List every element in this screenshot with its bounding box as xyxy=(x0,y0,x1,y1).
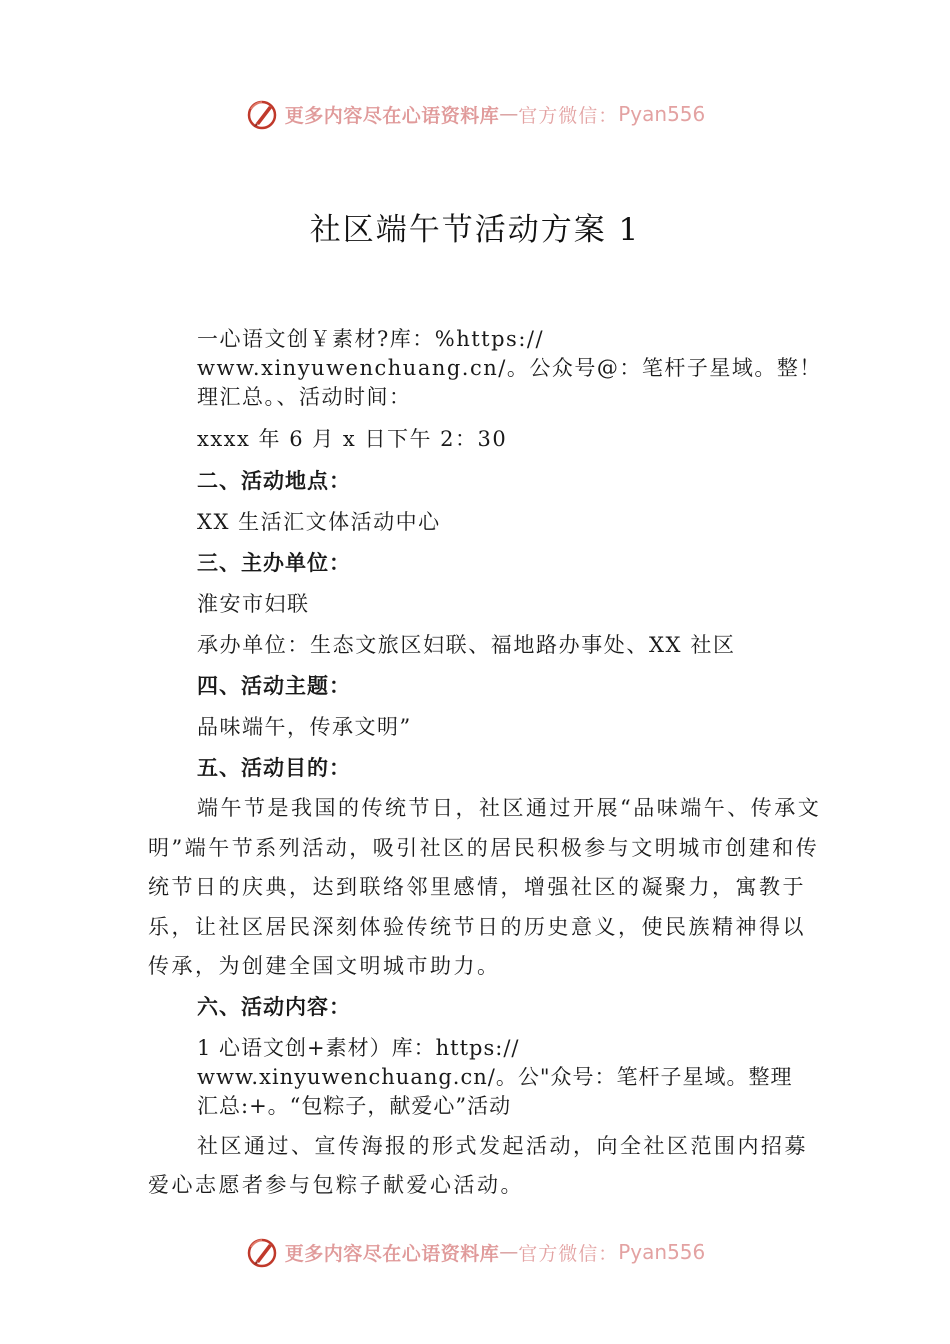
host-value: 淮安市妇联 xyxy=(197,592,310,616)
banner-main-text: 更多内容尽在心语资料库 xyxy=(284,1242,500,1265)
header-banner xyxy=(0,94,950,134)
purpose-paragraph: 端午节是我国的传统节日，社区通过开展“品味端午、传承文明”端午节系列活动，吸引社区的居民积极参与文明城市创建和传统节日的庆典，达到联络邻里感情，增强社区的凝聚力，寓教于乐，让社区居民深刻体验传统节日的历史意义，使民族精神得以传承，为创建全国文明城市助力。 xyxy=(148,796,822,978)
activity-time-value: xxxx 年 6 月 x 日下午 2：30 xyxy=(197,427,508,451)
cohost-line: 承办单位：生态文旅区妇联、福地路办事处、XX 社区 xyxy=(197,633,736,657)
location-value: XX 生活汇文体活动中心 xyxy=(197,510,441,534)
banner-wechat-label: 官方微信： xyxy=(518,104,619,127)
section-heading-host: 三、主办单位： xyxy=(197,551,351,575)
theme-value: 品味端午，传承文明” xyxy=(197,715,412,739)
banner-separator: — xyxy=(499,103,519,125)
document-title: 社区端午节活动方案 1 xyxy=(309,212,641,248)
section-heading-purpose: 五、活动目的： xyxy=(197,756,351,780)
banner-wechat-label: 官方微信： xyxy=(518,1242,619,1265)
pen-logo-icon xyxy=(245,97,279,131)
pen-logo-icon xyxy=(245,1235,279,1269)
section-heading-content: 六、活动内容： xyxy=(197,994,351,1019)
banner-wechat-id: Pyan556 xyxy=(618,1240,706,1264)
banner-main-text: 更多内容尽在心语资料库 xyxy=(284,104,500,127)
document-body xyxy=(148,325,828,1206)
content-line-2: www.xinyuwenchuang.cn/。公"众号：笔杆子星域。整理 xyxy=(197,1064,793,1089)
section-heading-theme: 四、活动主题： xyxy=(197,674,351,698)
intro-line-2: www.xinyuwenchuang.cn/。公众号@：笔杆子星域。整！ xyxy=(197,356,822,380)
footer-banner xyxy=(0,1232,950,1272)
content-line-1: 1 心语文创+素材）库：https:// xyxy=(197,1035,520,1060)
banner-wechat-id: Pyan556 xyxy=(618,102,706,126)
content-line-3: 汇总:+。“包粽子，献爱心”活动 xyxy=(197,1093,512,1118)
content-paragraph: 社区通过、宣传海报的形式发起活动，向全社区范围内招募爱心志愿者参与包粽子献爱心活动。 xyxy=(148,1133,808,1197)
intro-line-1: 一心语文创￥素材?库：%https:// xyxy=(197,327,545,351)
section-heading-location: 二、活动地点： xyxy=(197,469,351,493)
intro-line-3: 理汇总。、活动时间： xyxy=(197,385,412,409)
banner-separator: — xyxy=(499,1241,519,1263)
